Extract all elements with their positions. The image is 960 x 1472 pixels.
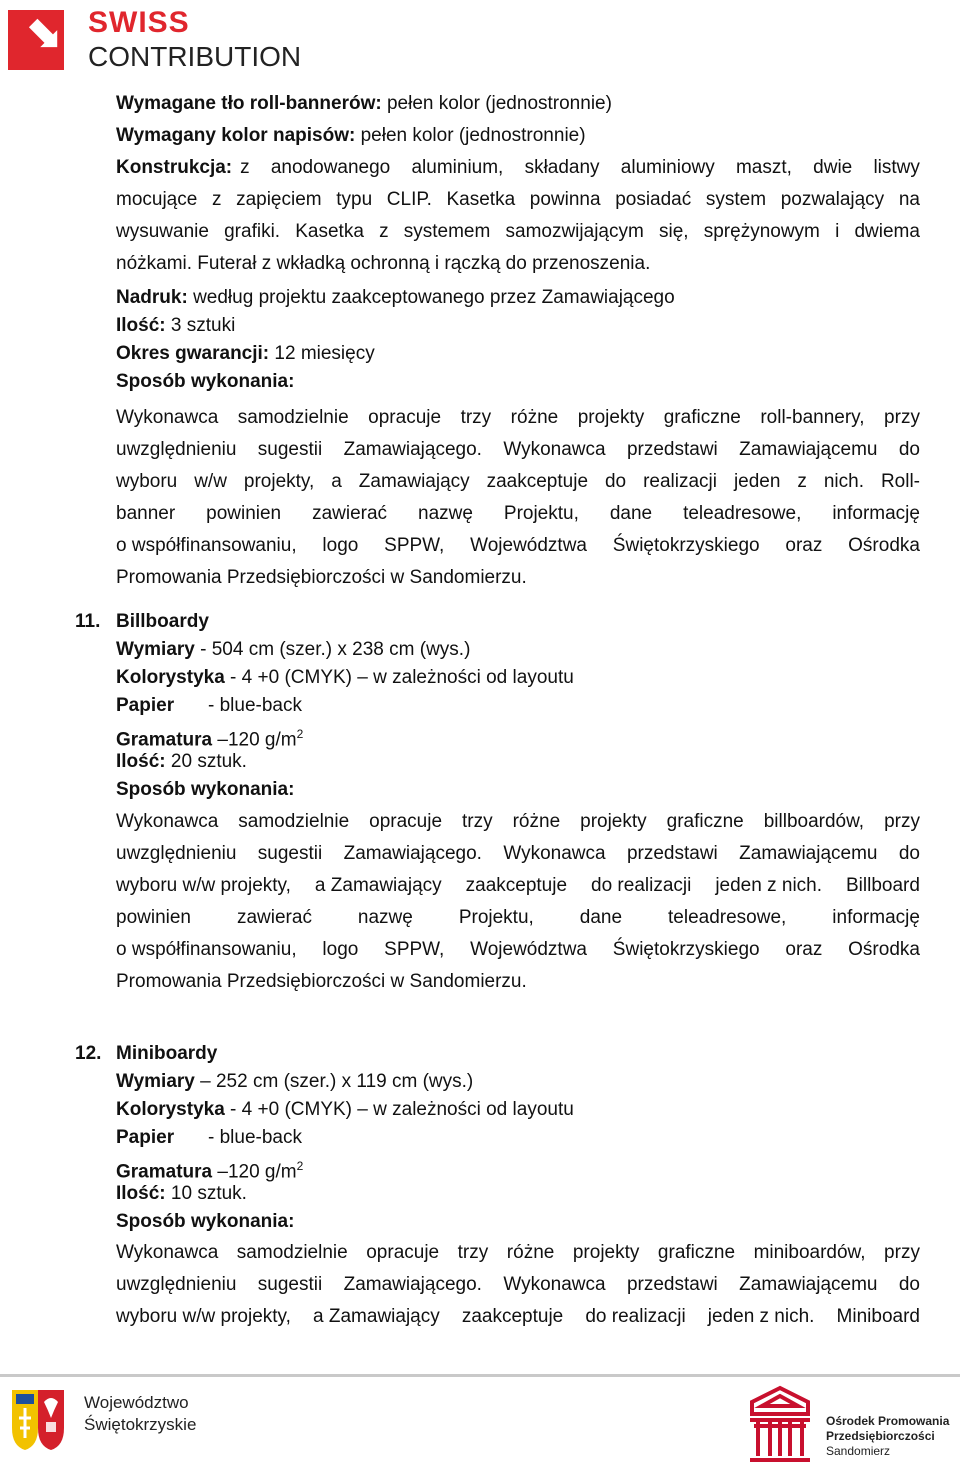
detail-line: Sposób wykonania: (116, 371, 295, 392)
word: sugestii (257, 1274, 323, 1295)
logo-line1: SWISS (88, 6, 190, 39)
word: graficzne (663, 407, 741, 428)
detail-line: Okres gwarancji: 12 miesięcy (116, 343, 375, 364)
word: Wykonawca (116, 407, 219, 428)
word: z (240, 157, 250, 178)
detail-line: Sposób wykonania: (116, 1211, 295, 1232)
detail-line: Wymiary - 504 cm (szer.) x 238 cm (wys.) (116, 639, 471, 660)
word: Świętokrzyskiego (612, 939, 760, 960)
paragraph-line (116, 466, 920, 498)
word: zawierać (312, 503, 388, 524)
word: billboardów, (763, 811, 865, 832)
detail-line: Gramatura –120 $g/m^2$ (116, 727, 304, 751)
word: do realizacji (585, 1306, 686, 1327)
wojewodztwo-logo (8, 1388, 208, 1452)
word: przy (884, 407, 920, 428)
word: Projektu, (458, 907, 534, 928)
word: nazwę (418, 503, 473, 524)
word: system (705, 189, 767, 210)
paragraph-line (116, 806, 920, 838)
word: powinien (206, 503, 282, 524)
paragraph-line: Promowania Przedsiębiorczości w Sandomierzu. (116, 971, 527, 992)
word: sugestii (257, 439, 323, 460)
word: zaakceptuje (461, 1306, 564, 1327)
word: oraz (785, 535, 823, 556)
word: Projektu, (503, 503, 579, 524)
section-number: 12. (75, 1043, 102, 1064)
word: nich. (823, 471, 864, 492)
detail-line: Kolorystyka - 4 +0 (CMYK) – w zależności od layoutu (116, 667, 574, 688)
billboardy-paragraph (116, 806, 920, 998)
word: wyboru w/w projekty, (116, 1306, 291, 1327)
word: mocujące (116, 189, 198, 210)
word: opracuje (366, 1242, 440, 1263)
word: dane (609, 503, 653, 524)
word: Wykonawca (503, 843, 606, 864)
word: zaakceptuje (486, 471, 589, 492)
word: SPPW, (384, 535, 445, 556)
paragraph-line (116, 838, 920, 870)
word: zapięciem (236, 189, 322, 210)
word: wyboru w/w projekty, (116, 875, 291, 896)
paragraph-line (116, 434, 920, 466)
word: aluminium, (411, 157, 504, 178)
word: CLIP. (386, 189, 432, 210)
opp-line3: Sandomierz (826, 1444, 891, 1458)
word: do (898, 439, 920, 460)
word: posiadać (615, 189, 692, 210)
word: pozwalający (780, 189, 885, 210)
section-title: Billboardy (116, 611, 209, 632)
word: do (898, 1274, 920, 1295)
word: powinna (529, 189, 601, 210)
word: Województwa (470, 939, 587, 960)
detail-line: Ilość: 20 sztuk. (116, 751, 247, 772)
swiss-flag-icon (8, 10, 64, 70)
swiss-contribution-logo (8, 8, 308, 72)
word: w/w (194, 471, 227, 492)
detail-line: Ilość: 10 sztuk. (116, 1183, 247, 1204)
paragraph-line (116, 1301, 920, 1333)
word: Zamawiającego. (343, 439, 482, 460)
woj-line2: Świętokrzyskie (84, 1415, 197, 1434)
spec-line: Wymagany kolor napisów: pełen kolor (jednostronnie) (116, 125, 586, 146)
word: uwzględnieniu (116, 1274, 237, 1295)
miniboardy-paragraph (116, 1237, 920, 1333)
word: projekty (572, 1242, 640, 1263)
word: projekty (577, 407, 645, 428)
word: samodzielnie (238, 811, 350, 832)
word: wyboru (116, 471, 178, 492)
paragraph-line (116, 870, 920, 902)
opp-line1: Ośrodek Promowania (826, 1414, 950, 1428)
word: graficzne (666, 811, 744, 832)
word: Wykonawca (116, 1242, 219, 1263)
word: sugestii (257, 843, 323, 864)
word: Województwa (470, 535, 587, 556)
word: różne (510, 407, 559, 428)
word: informację (832, 907, 920, 928)
word: o współfinansowaniu, (116, 939, 297, 960)
word: Zamawiający (358, 471, 470, 492)
word: logo (322, 939, 359, 960)
detail-line: Ilość: 3 sztuki (116, 315, 236, 336)
word: uwzględnieniu (116, 843, 237, 864)
paragraph-line (116, 530, 920, 562)
word: z (379, 221, 389, 242)
word: trzy (457, 1242, 489, 1263)
word: Świętokrzyskiego (612, 535, 760, 556)
word: przedstawi (626, 1274, 718, 1295)
opp-sandomierz-logo (740, 1384, 960, 1464)
word: Zamawiającemu (739, 1274, 878, 1295)
word: graficzne (657, 1242, 736, 1263)
logo-line2: CONTRIBUTION (88, 41, 302, 72)
word: różne (506, 1242, 555, 1263)
word: trzy (460, 407, 492, 428)
word: nazwę (357, 907, 413, 928)
spec-line: Wymagane tło roll-bannerów: pełen kolor (jednostronnie) (116, 93, 612, 114)
word: wysuwanie (116, 221, 209, 242)
word: miniboardów, (753, 1242, 866, 1263)
word: zaakceptuje (465, 875, 568, 896)
section-number: 11. (75, 611, 101, 632)
word: różne (512, 811, 561, 832)
word: samodzielnie (237, 407, 349, 428)
word: dwiema (854, 221, 920, 242)
word: do (604, 471, 627, 492)
spec-line: nóżkami. Futerał z wkładką ochronną i rączką do przenoszenia. (116, 253, 651, 274)
word: Roll- (880, 471, 920, 492)
paragraph-line (116, 402, 920, 434)
spec-line (116, 216, 920, 248)
footer-divider (0, 1374, 960, 1377)
word: przy (884, 1242, 920, 1263)
word: systemem (403, 221, 491, 242)
word: Ośrodka (848, 939, 920, 960)
word: do (898, 843, 920, 864)
word: opracuje (369, 811, 443, 832)
word: teleadresowe, (683, 503, 802, 524)
detail-line: Papier - blue-back (116, 695, 302, 716)
opp-building-icon (740, 1384, 820, 1464)
word: przedstawi (626, 843, 718, 864)
word: listwy (873, 157, 920, 178)
word: się, (658, 221, 689, 242)
word: dwie (813, 157, 853, 178)
word: zawierać (236, 907, 312, 928)
rollbanner-details (116, 284, 920, 396)
word: na (898, 189, 920, 210)
wojewodztwo-coat-of-arms-icon (8, 1388, 68, 1452)
word: Zamawiającego. (343, 843, 482, 864)
word: a (331, 471, 342, 492)
paragraph-line: Promowania Przedsiębiorczości w Sandomierzu. (116, 567, 527, 588)
word: powinien (116, 907, 191, 928)
word: maszt, (735, 157, 792, 178)
word: Zamawiającego. (343, 1274, 482, 1295)
word: z (211, 189, 222, 210)
detail-line: Wymiary – 252 cm (szer.) x 119 cm (wys.) (116, 1071, 474, 1092)
word: Wykonawca (116, 811, 219, 832)
word: SPPW, (384, 939, 445, 960)
section-miniboardy (116, 1040, 920, 1236)
detail-line: Sposób wykonania: (116, 779, 295, 800)
spec-line: Konstrukcja: z anodowanego aluminium, składany aluminiowy maszt, dwie listwy (116, 152, 920, 184)
word: Zamawiającemu (739, 439, 878, 460)
word: a Zamawiający (314, 875, 442, 896)
word: Wykonawca (503, 439, 606, 460)
paragraph-line (116, 1237, 920, 1269)
detail-line: Kolorystyka - 4 +0 (CMYK) – w zależności od layoutu (116, 1099, 574, 1120)
word: jeden z nich. (707, 1306, 815, 1327)
rollbanner-spec (116, 88, 920, 280)
word: trzy (462, 811, 493, 832)
section-title: Miniboardy (116, 1043, 218, 1064)
word: i (835, 221, 840, 242)
word: Ośrodka (848, 535, 920, 556)
word: o współfinansowaniu, (116, 535, 297, 556)
word: sprężynowym (703, 221, 820, 242)
word: samodzielnie (236, 1242, 348, 1263)
word: informację (832, 503, 920, 524)
word: jeden z nich. (715, 875, 823, 896)
spec-line (116, 184, 920, 216)
word: przedstawi (626, 439, 718, 460)
word: grafiki. (224, 221, 281, 242)
word: samozwijającym (505, 221, 644, 242)
word: Kasetka (446, 189, 516, 210)
word: oraz (785, 939, 823, 960)
word: logo (322, 535, 359, 556)
word: Kasetka (295, 221, 364, 242)
word: przy (884, 811, 920, 832)
word: Zamawiającemu (739, 843, 878, 864)
opp-line2: Przedsiębiorczości (826, 1429, 935, 1443)
word: dane (579, 907, 623, 928)
word: składany (524, 157, 600, 178)
word: jeden (733, 471, 781, 492)
word: Miniboard (836, 1306, 920, 1327)
word: aluminiowy (620, 157, 715, 178)
word: a Zamawiający (313, 1306, 440, 1327)
rollbanner-paragraph (116, 402, 920, 594)
word: projekty, (243, 471, 315, 492)
detail-line: Papier - blue-back (116, 1127, 302, 1148)
word: Billboard (846, 875, 920, 896)
word: anodowanego (270, 157, 391, 178)
word: teleadresowe, (668, 907, 787, 928)
word: projekty (580, 811, 647, 832)
word: realizacji (643, 471, 717, 492)
paragraph-line (116, 934, 920, 966)
word: opracuje (368, 407, 442, 428)
word: uwzględnieniu (116, 439, 237, 460)
word: roll-bannery, (760, 407, 865, 428)
word: Wykonawca (503, 1274, 606, 1295)
paragraph-line (116, 498, 920, 530)
paragraph-line (116, 1269, 920, 1301)
section-billboardy (116, 608, 920, 804)
detail-line: Nadruk: według projektu zaakceptowanego przez Zamawiającego (116, 287, 675, 308)
word: z (797, 471, 807, 492)
detail-line: Gramatura –120 $g/m^2$ (116, 1159, 304, 1183)
paragraph-line (116, 902, 920, 934)
word: do realizacji (591, 875, 692, 896)
word: typu (336, 189, 373, 210)
word: banner (116, 503, 176, 524)
woj-line1: Województwo (84, 1393, 189, 1412)
